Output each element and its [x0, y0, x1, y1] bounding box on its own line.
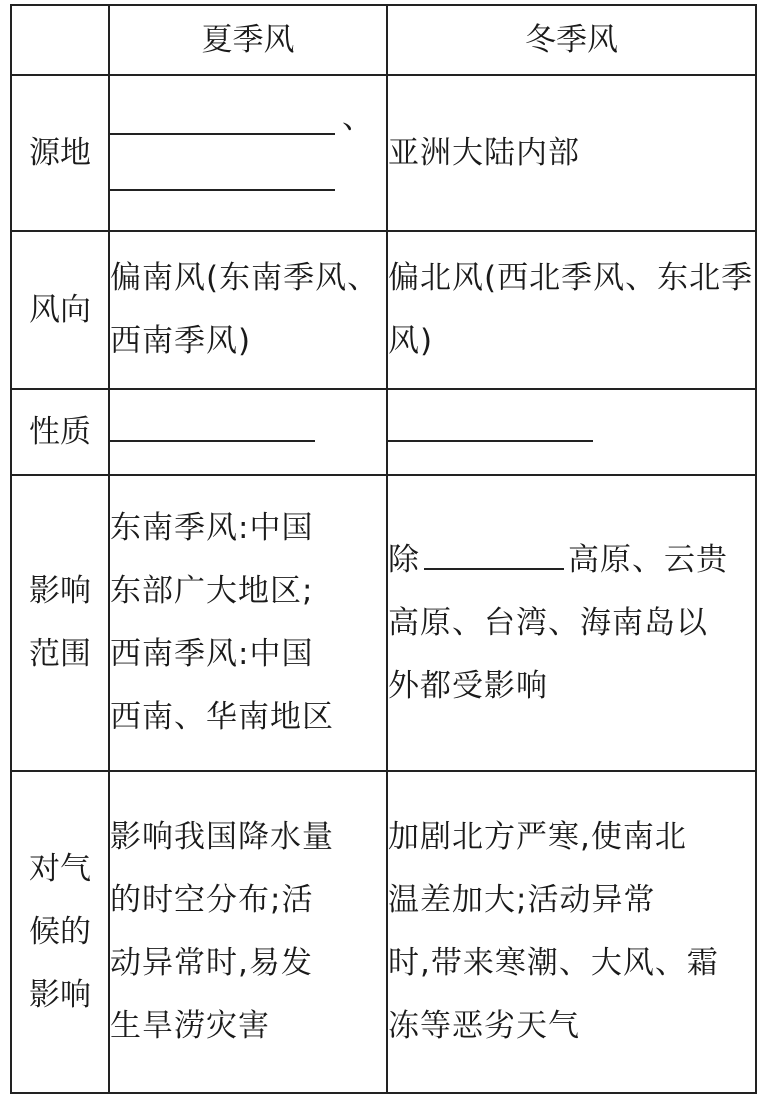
row-nature: [11, 389, 756, 475]
row-label-climate: [11, 771, 109, 1093]
summer-range-line-4: 西南、华南地区: [110, 699, 334, 735]
winter-nature-cell: [387, 389, 756, 475]
winter-range-line-3: 外都受影响: [388, 668, 548, 704]
summer-source-cell: [109, 75, 387, 231]
summer-climate-line-3: 动异常时,易发: [110, 945, 313, 981]
winter-climate-line-4: 冻等恶劣天气: [388, 1008, 580, 1044]
header-summer-monsoon: 夏季风: [109, 5, 387, 75]
header-row: [11, 5, 756, 75]
winter-climate-cell: [387, 771, 756, 1093]
winter-range-line-2: 高原、台湾、海南岛以: [388, 605, 708, 641]
row-range: [11, 475, 756, 771]
summer-source-line-2: [110, 153, 386, 209]
fill-in-blank[interactable]: [110, 157, 335, 191]
row-climate: [11, 771, 756, 1093]
winter-range-cell: [387, 475, 756, 771]
header-winter-monsoon: 冬季风: [387, 5, 756, 75]
summer-range-line-1: 东南季风:中国: [110, 510, 314, 546]
row-label-source: 源地: [11, 75, 109, 231]
winter-range-prefix: 除: [388, 542, 420, 578]
winter-direction-cell: 偏北风(西北季风、东北季风): [387, 231, 756, 389]
row-label-range-line-2: 范围: [29, 636, 91, 672]
summer-range-cell: [109, 475, 387, 771]
winter-climate-line-2: 温差加大;活动异常: [388, 882, 656, 918]
winter-range-line-1: [388, 528, 755, 592]
summer-climate-line-1: 影响我国降水量: [110, 819, 334, 855]
row-label-direction: 风向: [11, 231, 109, 389]
row-label-climate-line-1: 对气: [29, 850, 91, 887]
fill-in-blank[interactable]: [110, 101, 335, 135]
summer-range-line-2: 东部广大地区;: [110, 573, 314, 609]
summer-climate-cell: [109, 771, 387, 1093]
summer-source-line-1: [110, 97, 386, 153]
header-empty-cell: [11, 5, 109, 75]
row-direction: [11, 231, 756, 389]
row-label-range: [11, 475, 109, 771]
summer-nature-cell: [109, 389, 387, 475]
row-label-range-line-1: 影响: [29, 573, 91, 609]
monsoon-comparison-table: [10, 4, 757, 1094]
summer-climate-line-4: 生旱涝灾害: [110, 1008, 270, 1044]
winter-climate-line-1: 加剧北方严寒,使南北: [388, 819, 687, 855]
fill-in-blank[interactable]: [388, 400, 593, 442]
enumeration-comma: 、: [342, 100, 374, 136]
fill-in-blank[interactable]: [424, 528, 564, 570]
summer-range-line-3: 西南季风:中国: [110, 636, 314, 672]
row-source: [11, 75, 756, 231]
row-label-nature: 性质: [11, 389, 109, 475]
winter-range-suffix: 高原、云贵: [568, 542, 728, 578]
fill-in-blank[interactable]: [110, 400, 315, 442]
winter-source-cell: 亚洲大陆内部: [387, 75, 756, 231]
summer-direction-cell: 偏南风(东南季风、西南季风): [109, 231, 387, 389]
row-label-climate-line-3: 影响: [29, 976, 91, 1013]
summer-climate-line-2: 的时空分布;活: [110, 882, 314, 918]
row-label-climate-line-2: 候的: [29, 913, 91, 950]
winter-climate-line-3: 时,带来寒潮、大风、霜: [388, 945, 719, 981]
